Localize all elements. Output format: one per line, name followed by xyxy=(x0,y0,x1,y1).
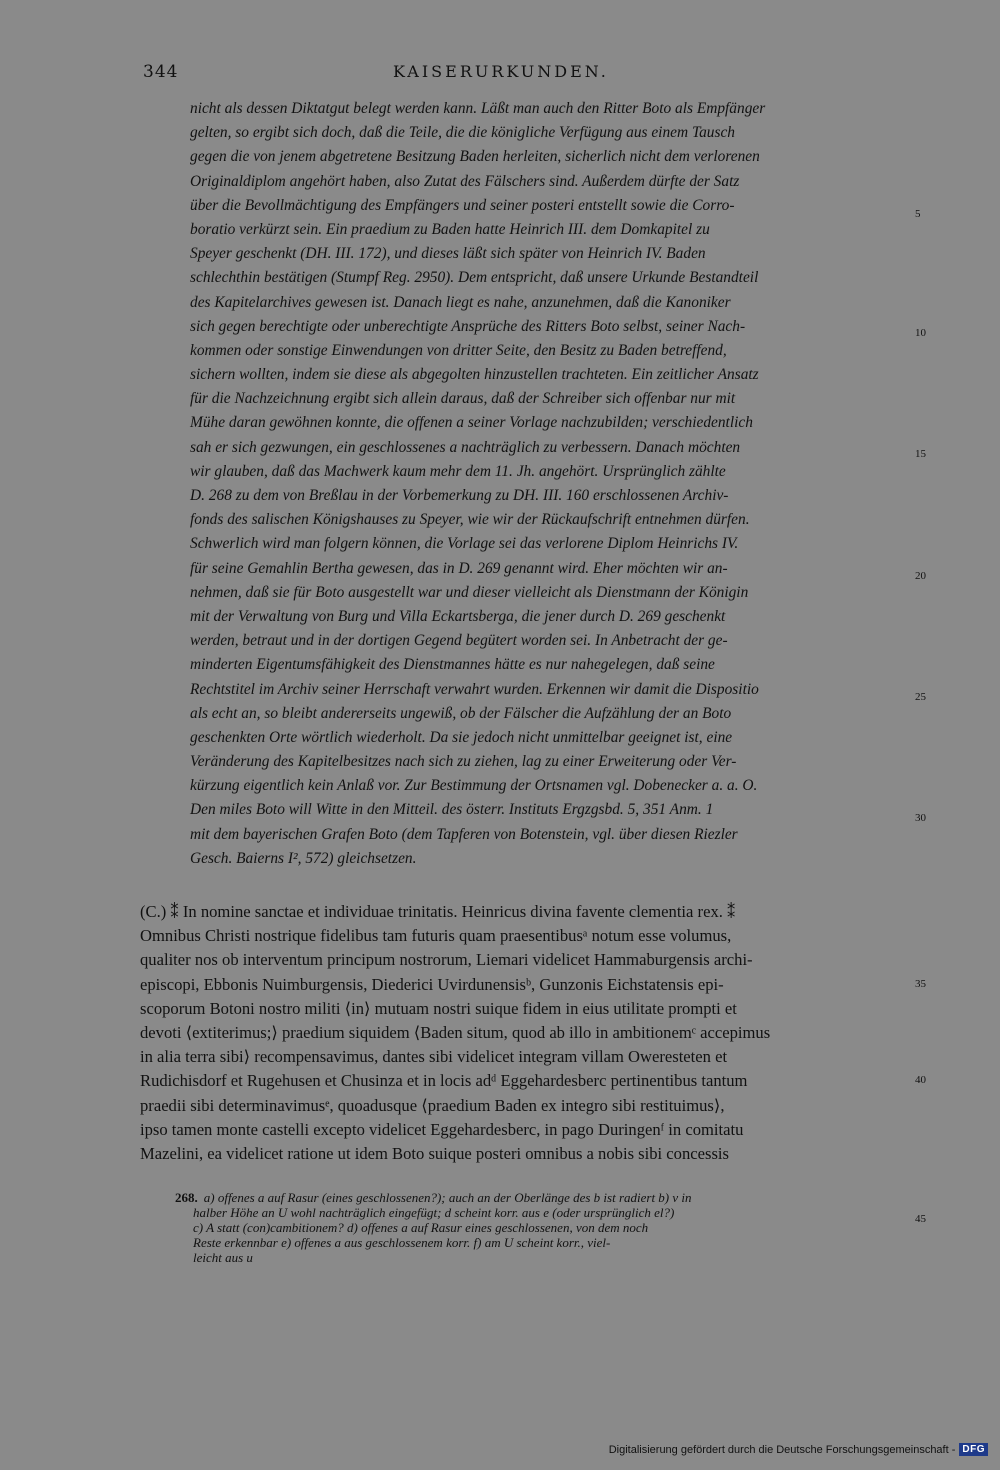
page-number: 344 xyxy=(143,62,179,82)
footnote-line xyxy=(175,1220,905,1235)
charter-line: Mazelini, ea videlicet ratione ut idem Boto suique posteri omnibus a nobis sibi concessis xyxy=(140,1143,729,1163)
footnote-text: a) offenes a auf Rasur (eines geschlossenen?); auch an der Oberlänge des b ist radiert b) v in xyxy=(203,1190,692,1205)
footnote-text: c) A statt (con)cambitionem? d) offenes a auf Rasur eines geschlossenen, von dem noch xyxy=(193,1220,649,1235)
commentary-line: Speyer geschenkt (DH. III. 172), und dieses läßt sich später von Heinrich IV. Baden xyxy=(190,245,706,263)
commentary-block xyxy=(190,97,905,871)
commentary-line: Rechtstitel im Archiv seiner Herrschaft verwahrt wurden. Erkennen wir damit die Dispositio xyxy=(190,680,759,698)
commentary-line: boratio verkürzt sein. Ein praedium zu Baden hatte Heinrich III. dem Domkapitel zu xyxy=(190,220,710,238)
line-number: 5 xyxy=(915,208,921,220)
commentary-line: Originaldiplom angehört haben, also Zutat des Fälschers sind. Außerdem dürfte der Satz xyxy=(190,172,740,190)
page-header xyxy=(143,60,903,90)
line-number: 25 xyxy=(915,691,926,703)
charter-line: praedii sibi determinavimusᵉ, quoadusque ⟨praedium Baden ex integro sibi restituimus⟩, xyxy=(140,1095,725,1115)
running-title: KAISERURKUNDEN. xyxy=(393,62,609,81)
charter-line: (C.) ⁑ In nomine sanctae et individuae trinitatis. Heinricus divina favente clementia rex. ⁑ xyxy=(140,902,736,921)
credit-text: Digitalisierung gefördert durch die Deutsche Forschungsgemeinschaft - xyxy=(608,1443,956,1456)
line-number: 35 xyxy=(915,978,926,990)
commentary-line: geschenkten Orte wörtlich wiederholt. Da sie jedoch nicht unmittelbar geeignet ist, eine xyxy=(190,728,733,746)
footnote-text: Reste erkennbar e) offenes a aus geschlossenem korr. f) am U scheint korr., viel- xyxy=(193,1235,611,1250)
charter-line: Omnibus Christi nostrique fidelibus tam futuris quam praesentibusᵃ notum esse volumus, xyxy=(140,926,732,946)
commentary-line: werden, betraut und in der dortigen Gegend begütert worden sei. In Anbetracht der ge- xyxy=(190,632,728,650)
commentary-line: für seine Gemahlin Bertha gewesen, das in D. 269 genannt wird. Eher möchten wir an- xyxy=(190,559,728,577)
charter-line: scoporum Botoni nostro militi ⟨in⟩ mutuam nostri suique fidem in eius utilitate prompti et xyxy=(140,998,737,1018)
commentary-line: fonds des salischen Königshauses zu Speyer, wie wir der Rückaufschrift entnehmen dürfen. xyxy=(190,511,750,529)
footnote-line xyxy=(175,1190,905,1205)
charter-text-block xyxy=(140,900,905,1166)
commentary-line: minderten Eigentumsfähigkeit des Dienstmannes hätte es nur nahegelegen, daß seine xyxy=(190,656,715,674)
footnote-line xyxy=(175,1205,905,1220)
dfg-logo: DFG xyxy=(959,1443,988,1456)
line-number: 30 xyxy=(915,812,926,824)
commentary-line: über die Bevollmächtigung des Empfängers und seiner posteri entstellt sowie die Corro- xyxy=(190,196,735,214)
commentary-line: Gesch. Baierns I², 572) gleichsetzen. xyxy=(190,849,417,867)
commentary-line: wir glauben, daß das Machwerk kaum mehr dem 11. Jh. angehört. Ursprünglich zählte xyxy=(190,462,726,480)
commentary-line: mit der Verwaltung von Burg und Villa Eckartsberga, die jener durch D. 269 geschenkt xyxy=(190,607,726,625)
commentary-line: sah er sich gezwungen, ein geschlossenes a nachträglich zu verbessern. Danach möchten xyxy=(190,438,741,456)
charter-line: devoti ⟨extiterimus;⟩ praedium siquidem ⟨Baden situm, quod ab illo in ambitionemᶜ accepimus xyxy=(140,1022,771,1042)
charter-line: Rudichisdorf et Rugehusen et Chusinza et in locis adᵈ Eggehardesberc pertinentibus tantum xyxy=(140,1071,748,1091)
footnotes-block xyxy=(175,1190,905,1265)
commentary-line: als echt an, so bleibt andererseits ungewiß, ob der Fälscher die Aufzählung der an Boto xyxy=(190,704,732,722)
charter-line: in alia terra sibi⟩ recompensavimus, dantes sibi videlicet integram villam Oweresteten et xyxy=(140,1047,728,1067)
footnote-text: halber Höhe an U wohl nachträglich eingefügt; d scheint korr. aus e (oder ursprünglich el?) xyxy=(193,1205,675,1220)
commentary-line: nehmen, daß sie für Boto ausgestellt war und dieser vielleicht als Dienstmann der Königin xyxy=(190,583,749,601)
commentary-line: schlechthin bestätigen (Stumpf Reg. 2950). Dem entspricht, daß unsere Urkunde Bestandteil xyxy=(190,269,759,287)
digitization-credit xyxy=(609,1443,988,1456)
charter-line: qualiter nos ob interventum principum nostrorum, Liemari videlicet Hammaburgensis archi- xyxy=(140,950,753,970)
footnote-text: leicht aus u xyxy=(193,1250,253,1265)
footnote-line xyxy=(175,1250,905,1265)
commentary-line: kommen oder sonstige Einwendungen von dritter Seite, den Besitz zu Baden betreffend, xyxy=(190,341,727,359)
commentary-line: Mühe daran gewöhnen konnte, die offenen a seiner Vorlage nachzubilden; verschiedentlich xyxy=(190,414,753,432)
commentary-line: für die Nachzeichnung ergibt sich allein daraus, daß der Schreiber sich offenbar nur mit xyxy=(190,390,736,408)
line-number: 40 xyxy=(915,1074,926,1086)
line-number: 20 xyxy=(915,570,926,582)
charter-line: ipso tamen monte castelli excepto videlicet Eggehardesberc, in pago Duringenᶠ in comitatu xyxy=(140,1119,744,1139)
footnote-document-label: 268. xyxy=(175,1190,198,1205)
commentary-line: mit dem bayerischen Grafen Boto (dem Tapferen von Botenstein, vgl. über diesen Riezler xyxy=(190,825,738,843)
commentary-line: Veränderung des Kapitelbesitzes nach sich zu ziehen, lag zu einer Erweiterung oder Ver- xyxy=(190,753,737,771)
commentary-line: D. 268 zu dem von Breßlau in der Vorbemerkung zu DH. III. 160 erschlossenen Archiv- xyxy=(190,487,729,504)
commentary-line: gelten, so ergibt sich doch, daß die Teile, die die königliche Verfügung aus einem Tausch xyxy=(190,124,736,142)
commentary-line: des Kapitelarchives gewesen ist. Danach liegt es nahe, anzunehmen, daß die Kanoniker xyxy=(190,293,731,311)
footnote-line xyxy=(175,1235,905,1250)
commentary-line: nicht als dessen Diktatgut belegt werden kann. Läßt man auch den Ritter Boto als Empfänger xyxy=(190,100,766,117)
line-number: 10 xyxy=(915,327,926,339)
line-number: 15 xyxy=(915,448,926,460)
line-number: 45 xyxy=(915,1213,926,1225)
commentary-line: gegen die von jenem abgetretene Besitzung Baden herleiten, sicherlich nicht dem verlorenen xyxy=(190,148,760,166)
commentary-line: sich gegen berechtigte oder unberechtigte Ansprüche des Ritters Boto selbst, seiner Nach- xyxy=(190,317,746,335)
commentary-line: Den miles Boto will Witte in den Mitteil. des österr. Instituts Ergzgsbd. 5, 351 Anm. 1 xyxy=(190,801,714,819)
commentary-line: kürzung eigentlich kein Anlaß vor. Zur Bestimmung der Ortsnamen vgl. Dobenecker a. a. O. xyxy=(190,777,758,795)
commentary-line: sichern wollten, indem sie diese als abgegolten hinzustellen trachteten. Ein zeitlicher Ansatz xyxy=(190,366,759,384)
charter-line: episcopi, Ebbonis Nuimburgensis, Diederici Uvirdunensisᵇ, Gunzonis Eichstatensis epi- xyxy=(140,974,724,994)
commentary-line: Schwerlich wird man folgern können, die Vorlage sei das verlorene Diplom Heinrichs IV. xyxy=(190,535,739,553)
